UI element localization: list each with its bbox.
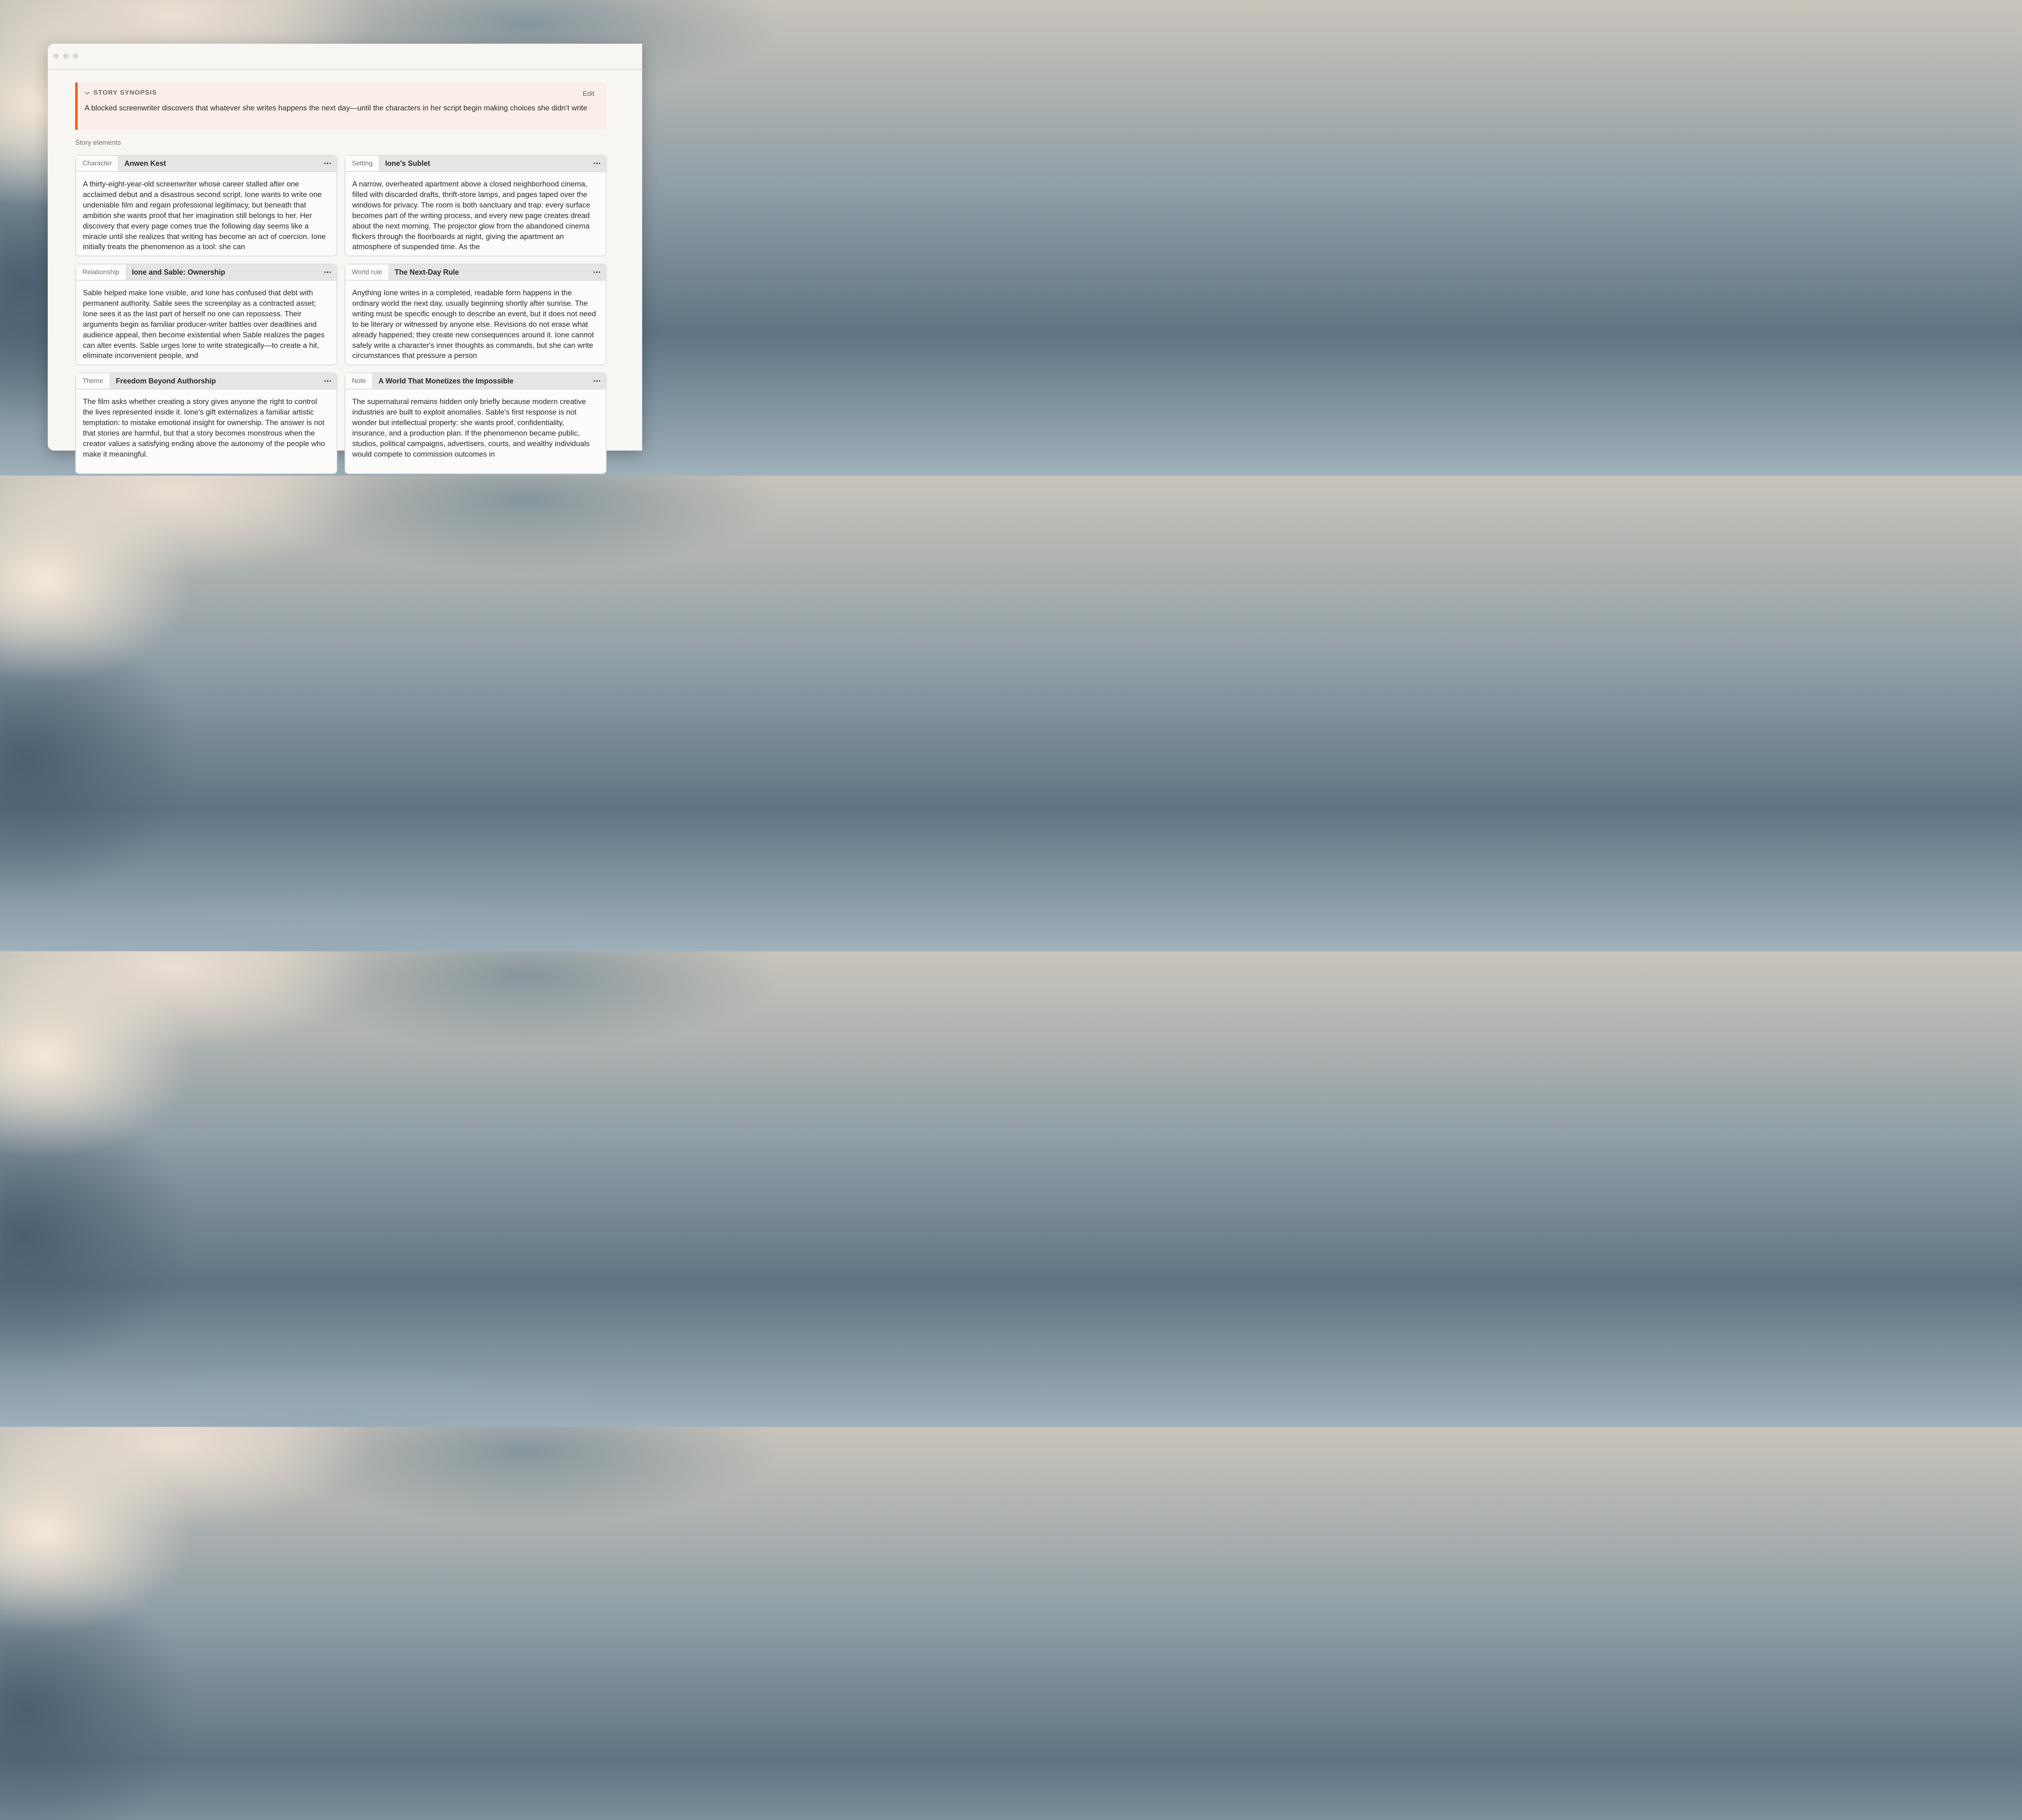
close-window-button[interactable] <box>53 53 59 59</box>
card-type-tag: Relationship <box>76 265 127 280</box>
card-header <box>345 373 606 389</box>
story-elements-label: Story elements <box>75 139 121 146</box>
card-title[interactable]: The Next-Day Rule <box>394 268 459 276</box>
card-title[interactable]: Ione's Sublet <box>385 159 430 167</box>
card-type-tag: Character <box>76 156 119 171</box>
app-window <box>48 44 642 458</box>
story-element-card[interactable] <box>345 155 607 256</box>
more-horizontal-icon[interactable] <box>324 377 332 385</box>
story-elements-grid <box>75 155 607 474</box>
card-body[interactable]: A narrow, overheated apartment above a closed neighborhood cinema, filled with discarded drafts, thrift-store lamps, and pages taped over the windows for privacy. The room is both sanctuary and trap: every surface becomes part of the writing process, and every new page creates dread about the next morning. The projector glow from the abandoned cinema flickers through the floorboards at night, giving the apartment an atmosphere of suspended time. As the <box>352 180 590 251</box>
title-bar <box>48 44 642 70</box>
card-header <box>345 156 606 172</box>
card-body[interactable]: The supernatural remains hidden only briefly because modern creative industries are built to exploit anomalies. Sable's first response is not wonder but intellectual property: she wants proof, confidentiality, insurance, and a production plan. If the phenomenon became public, studios, political campaigns, advertisers, courts, and wealthy individuals would compete to commission outcomes in <box>352 397 590 458</box>
card-type-tag: Theme <box>76 373 110 389</box>
story-element-card[interactable] <box>345 264 607 365</box>
synopsis-text: A blocked screenwriter discovers that whatever she writes happens the next day—until the characters in her script begin making choices she didn’t write <box>85 104 588 112</box>
card-header <box>76 373 336 389</box>
main-content <box>75 83 607 474</box>
card-header <box>76 265 336 281</box>
story-element-card[interactable] <box>75 372 337 474</box>
more-horizontal-icon[interactable] <box>324 268 332 276</box>
chevron-down-icon <box>85 90 90 96</box>
minimize-window-button[interactable] <box>63 53 68 59</box>
card-body[interactable]: Sable helped make Ione visible, and Ione has confused that debt with permanent authority. Sable sees the screenplay as a contracted asset; Ione sees it as the last part of herself no one can repossess. Their arguments begin as familiar producer-writer battles over deadlines and audience appeal, then become existential when Sable realizes the pages can alter events. Sable urges Ione to write strategically—to create a hit, eliminate inconvenient people, and <box>83 288 325 360</box>
more-horizontal-icon[interactable] <box>593 377 601 385</box>
card-type-tag: Note <box>345 373 373 389</box>
card-body[interactable]: The film asks whether creating a story gives anyone the right to control the lives represented inside it. Ione's gift externalizes a familiar artistic temptation: to mistake emotional insight for ownership. The answer is not that stories are harmful, but that a story becomes monstrous when the creator values a satisfying ending above the autonomy of the people who make it meaningful. <box>83 397 325 458</box>
synopsis-panel <box>75 83 607 130</box>
card-title[interactable]: Freedom Beyond Authorship <box>116 377 216 385</box>
card-title[interactable]: Anwen Kest <box>124 159 166 167</box>
card-body[interactable]: A thirty-eight-year-old screenwriter whose career stalled after one acclaimed debut and a disastrous second script. Ione wants to write one undeniable film and regain professional legitimacy, but beneath that ambition she wants proof that her imagination still belongs to her. Her discovery that every page comes true the following day seems like a miracle until she realizes that writing has become an act of coercion. Ione initially treats the phenomenon as a tool: she can <box>83 180 326 251</box>
more-horizontal-icon[interactable] <box>593 159 601 167</box>
window-controls <box>53 53 78 59</box>
card-type-tag: World rule <box>345 265 389 280</box>
card-title[interactable]: A World That Monetizes the Impossible <box>378 377 514 385</box>
card-title[interactable]: Ione and Sable: Ownership <box>131 268 225 276</box>
story-element-card[interactable] <box>75 155 337 256</box>
story-element-card[interactable] <box>75 264 337 365</box>
synopsis-toggle[interactable] <box>85 89 598 97</box>
edit-synopsis-button[interactable]: Edit <box>582 90 594 97</box>
zoom-window-button[interactable] <box>73 53 78 59</box>
card-type-tag: Setting <box>345 156 380 171</box>
more-horizontal-icon[interactable] <box>593 268 601 276</box>
card-header <box>76 156 336 172</box>
card-body[interactable]: Anything Ione writes in a completed, readable form happens in the ordinary world the next day, usually beginning shortly after sunrise. The writing must be specific enough to describe an event, but it does not need to be literary or witnessed by anyone else. Revisions do not erase what already happened; they create new consequences around it. Ione cannot safely write a character's inner thoughts as commands, but she can write circumstances that pressure a person <box>352 288 596 360</box>
card-header <box>345 265 606 281</box>
synopsis-title: STORY SYNOPSIS <box>93 89 157 96</box>
more-horizontal-icon[interactable] <box>324 159 332 167</box>
story-element-card[interactable] <box>345 372 607 474</box>
